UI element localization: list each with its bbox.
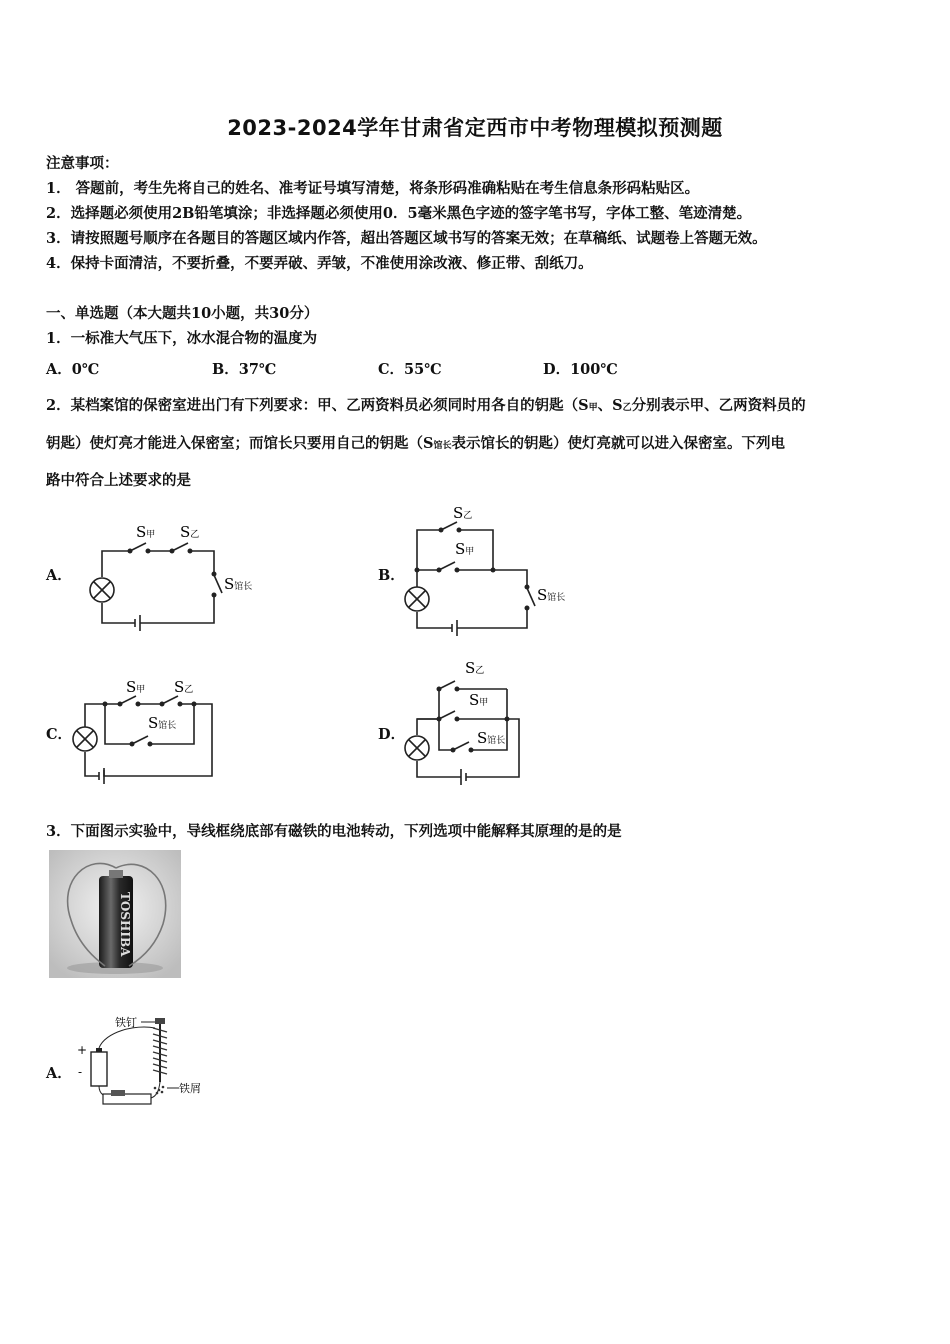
notice-item: 2．选择题必须使用2B铅笔填涂；非选择题必须使用0．5毫米黑色字迹的签字笔书写，字体工整、笔迹清楚。 xyxy=(46,205,752,222)
switch-label-jia: S甲 xyxy=(136,523,156,541)
q1-option-a: A．0℃ xyxy=(46,361,100,378)
switch-label-jia: S甲 xyxy=(126,678,146,696)
minus-sign: - xyxy=(78,1065,83,1079)
notice-item: 3．请按照题号顺序在各题目的答题区域内作答，超出答题区域书写的答案无效；在草稿纸、试题卷上答题无效。 xyxy=(46,230,767,247)
question-1-stem: 1．一标准大气压下，冰水混合物的温度为 xyxy=(46,330,318,347)
switch-label-yi: S乙 xyxy=(465,659,485,677)
switch-label-yi: S乙 xyxy=(180,523,200,541)
switch-label-guanzhang: S馆长 xyxy=(224,575,253,593)
switch-label-guanzhang: S馆长 xyxy=(148,714,177,732)
subscript: 馆长 xyxy=(433,441,452,451)
circuit-diagram-b xyxy=(395,500,585,640)
q2-option-b-label: B． xyxy=(378,567,405,584)
notice-item: 4．保持卡面清洁，不要折叠，不要弄破、弄皱，不准使用涂改液、修正带、刮纸刀。 xyxy=(46,255,593,272)
electromagnet-figure xyxy=(75,1010,205,1115)
switch-label-jia: S甲 xyxy=(469,691,489,709)
q1-option-c: C．55℃ xyxy=(378,361,442,378)
switch-label-yi: S乙 xyxy=(174,678,194,696)
battery-brand: TOSHIBA xyxy=(118,892,132,957)
nail-label: 铁钉 xyxy=(115,1016,137,1029)
circuit-diagram-a xyxy=(80,515,270,640)
notice-item: 1． 答题前，考生先将自己的姓名、准考证号填写清楚，将条形码准确粘贴在考生信息条形码粘贴区。 xyxy=(46,180,700,197)
battery-photo xyxy=(49,850,181,978)
question-2-line-3: 路中符合上述要求的是 xyxy=(46,472,191,489)
notice-heading: 注意事项： xyxy=(46,155,119,172)
q3-option-a-label: A． xyxy=(46,1065,72,1082)
q1-option-d: D．100℃ xyxy=(543,361,618,378)
page-title: 2023-2024学年甘肃省定西市中考物理模拟预测题 xyxy=(227,116,723,140)
plus-sign: + xyxy=(77,1043,88,1057)
circuit-diagram-c xyxy=(70,672,240,787)
question-2-line-2: 钥匙）使灯亮才能进入保密室；而馆长只要用自己的钥匙（S馆长表示馆长的钥匙）使灯亮就可以进入保密室。下列电 xyxy=(46,435,785,452)
iron-filings-label: 铁屑 xyxy=(179,1082,201,1095)
q2-option-c-label: C． xyxy=(46,726,73,743)
switch-label-yi: S乙 xyxy=(453,504,473,522)
q2-option-d-label: D． xyxy=(378,726,406,743)
subscript: 乙 xyxy=(622,403,632,413)
section-heading: 一、单选题（本大题共10小题，共30分） xyxy=(46,305,319,322)
q2-option-a-label: A． xyxy=(46,567,72,584)
circuit-diagram-d xyxy=(395,655,555,790)
switch-label-guanzhang: S馆长 xyxy=(537,586,566,604)
question-2-line-1: 2．某档案馆的保密室进出门有下列要求：甲、乙两资料员必须同时用各自的钥匙（S甲、S乙分别表示甲、乙两资料员的 xyxy=(46,397,806,414)
switch-label-guanzhang: S馆长 xyxy=(477,729,506,747)
subscript: 甲 xyxy=(588,403,598,413)
question-3-stem: 3．下面图示实验中，导线框绕底部有磁铁的电池转动，下列选项中能解释其原理的是的是 xyxy=(46,823,622,840)
switch-label-jia: S甲 xyxy=(455,540,475,558)
q1-option-b: B．37℃ xyxy=(212,361,277,378)
